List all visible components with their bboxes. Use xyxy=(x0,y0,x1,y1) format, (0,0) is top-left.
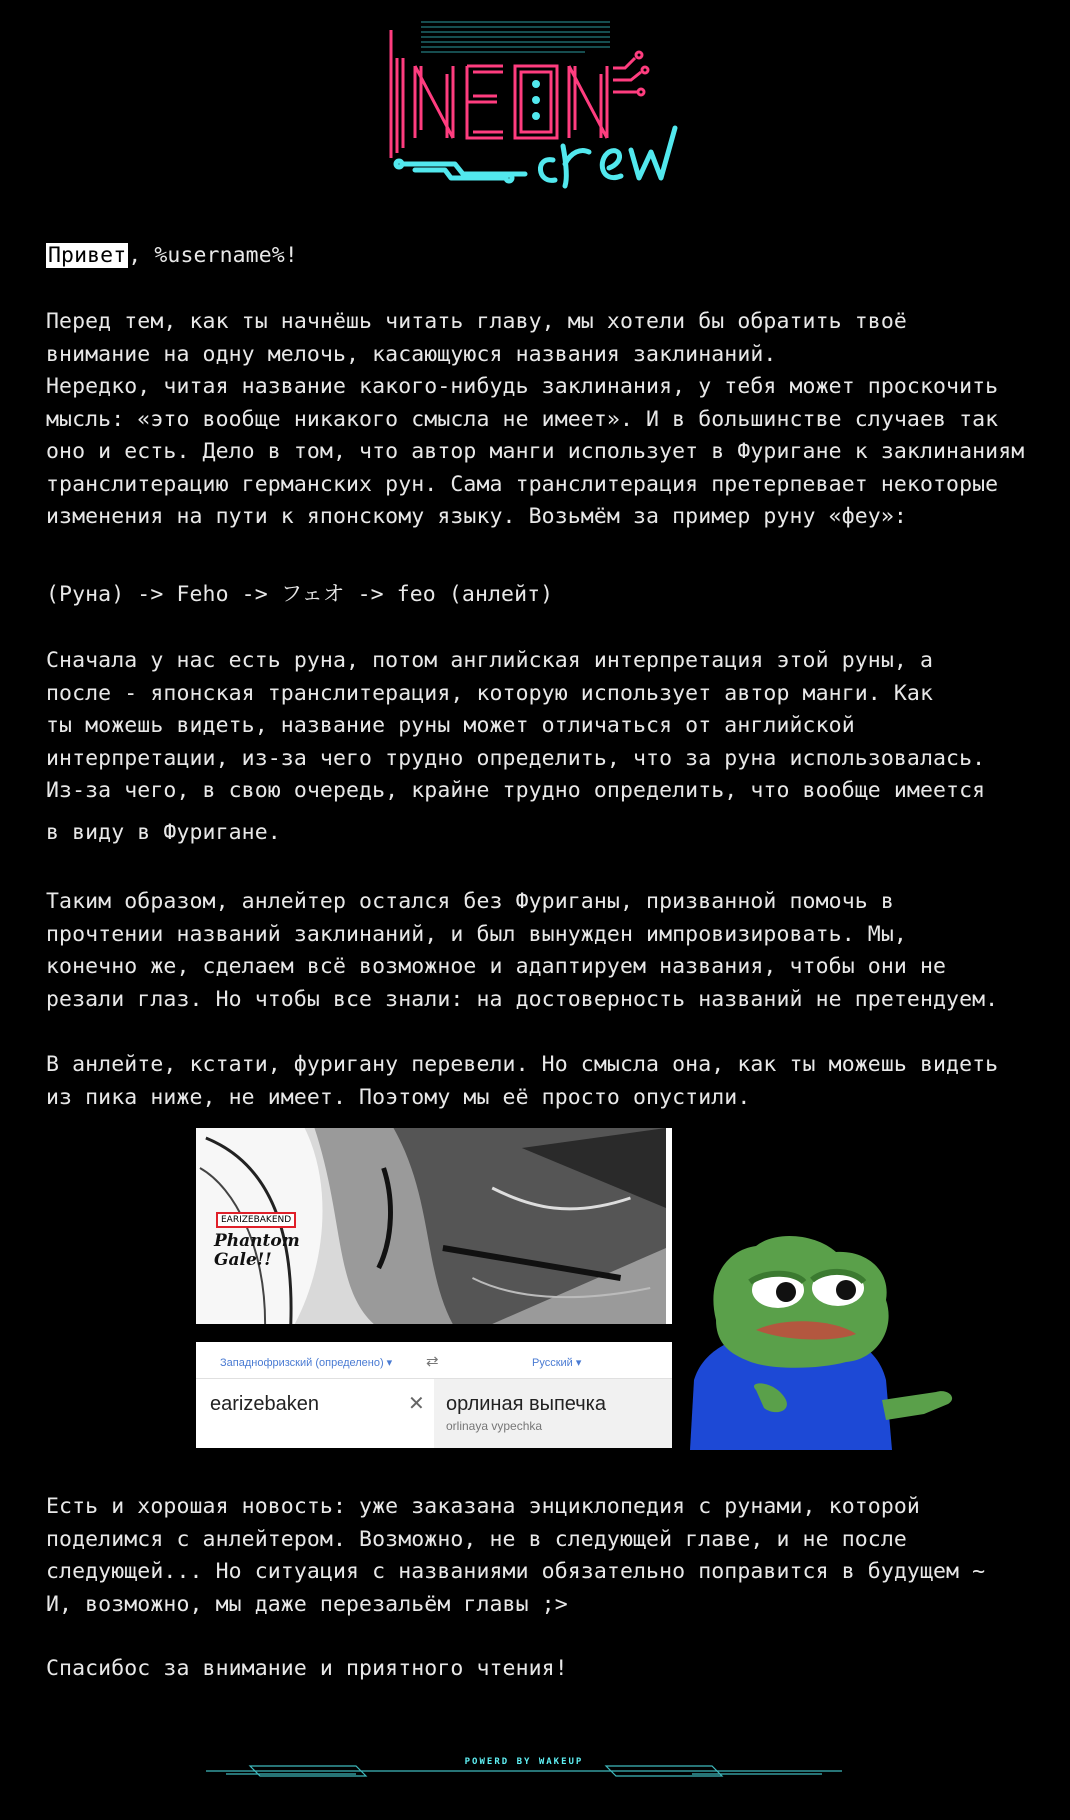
translator-result-pane xyxy=(434,1379,672,1448)
greeting xyxy=(46,240,1066,273)
intro-paragraph: Перед тем, как ты начнёшь читать главу, мы хотели бы обратить твоё внимание на одну мелочь, касающуюся названия заклинаний. Нередко, читая название какого-нибудь заклинания, у тебя может проскочить мысль: «это вообще никакого смысла не имеет». И в большинстве случаев так оно и есть. Дело в том, что автор манги использует в Фуригане к заклинаниям транслитерацию германских рун. Сама транслитерация претерпевает некоторые изменения на пути к японскому языку. Возьмём за пример руну «феу»: xyxy=(46,309,1025,529)
neon-crew-logo xyxy=(385,18,705,198)
footer-banner xyxy=(206,1756,842,1786)
translator-screenshot xyxy=(196,1342,672,1448)
clear-icon: ✕ xyxy=(408,1393,425,1415)
shrugging-frog-image xyxy=(686,1230,962,1450)
powered-by-label: POWERD BY WAKEUP xyxy=(464,1757,584,1767)
source-text: earizebaken xyxy=(210,1393,319,1415)
manga-spell-shout: Phantom Gale!! xyxy=(214,1231,300,1270)
translation-transliteration: orlinaya vypechka xyxy=(446,1419,543,1433)
thanks-line: Спасибос за внимание и приятного чтения! xyxy=(46,1656,568,1681)
manga-furigana-label: EARIZEBAKEND xyxy=(216,1212,296,1228)
explanation-last-line: в виду в Фуригане. xyxy=(46,820,281,845)
improvise-paragraph: Таким образом, анлейтер остался без Фуриганы, призванной помочь в прочтении названий заклинаний, и был вынужден импровизировать. Мы, конечно же, сделаем всё возможное и адаптируем названия, чтобы они не резали глаз. Но чтобы все знали: на достоверность названий не претендуем. xyxy=(46,889,999,1012)
swap-languages-icon: ⇄ xyxy=(426,1353,439,1370)
greeting-highlight: Привет xyxy=(48,243,127,268)
greeting-rest: , %username%! xyxy=(128,243,298,268)
shrugging-frog-art xyxy=(686,1230,962,1450)
target-language-select: Русский ▾ xyxy=(532,1357,582,1369)
anleit-paragraph: В анлейте, кстати, фуригану перевели. Но смысла она, как ты можешь видеть из пика ниже, не имеет. Поэтому мы её просто опустили. xyxy=(46,1052,999,1110)
source-language-select: Западнофризский (определено) ▾ xyxy=(220,1357,393,1369)
translation-result: орлиная выпечка xyxy=(446,1393,606,1415)
good-news-paragraph: Есть и хорошая новость: уже заказана энциклопедия с рунами, которой поделимся с анлейтером. Возможно, не в следующей главе, и не после следующей... Но ситуация с названиями обязательно поправится в будущем ~ И, возможно, мы даже перезальём главы ;> xyxy=(46,1494,986,1617)
manga-panel-image xyxy=(196,1128,672,1324)
explanation-paragraph: Сначала у нас есть руна, потом английская интерпретация этой руны, а после - японская транслитерация, которую использует автор манги. Как ты можешь видеть, название руны может отличаться от английской интерпретации, из-за чего трудно определить, что за руна использовалась. Из-за чего, в свою очередь, крайне трудно определить, что вообще имеется xyxy=(46,648,986,803)
neon-crew-logo-art xyxy=(385,18,705,198)
rune-chain-line: (Руна) -> Feho -> フェオ -> feo (анлейт) xyxy=(46,582,554,607)
translator-language-bar xyxy=(196,1342,672,1379)
translator-source-pane xyxy=(196,1379,434,1448)
